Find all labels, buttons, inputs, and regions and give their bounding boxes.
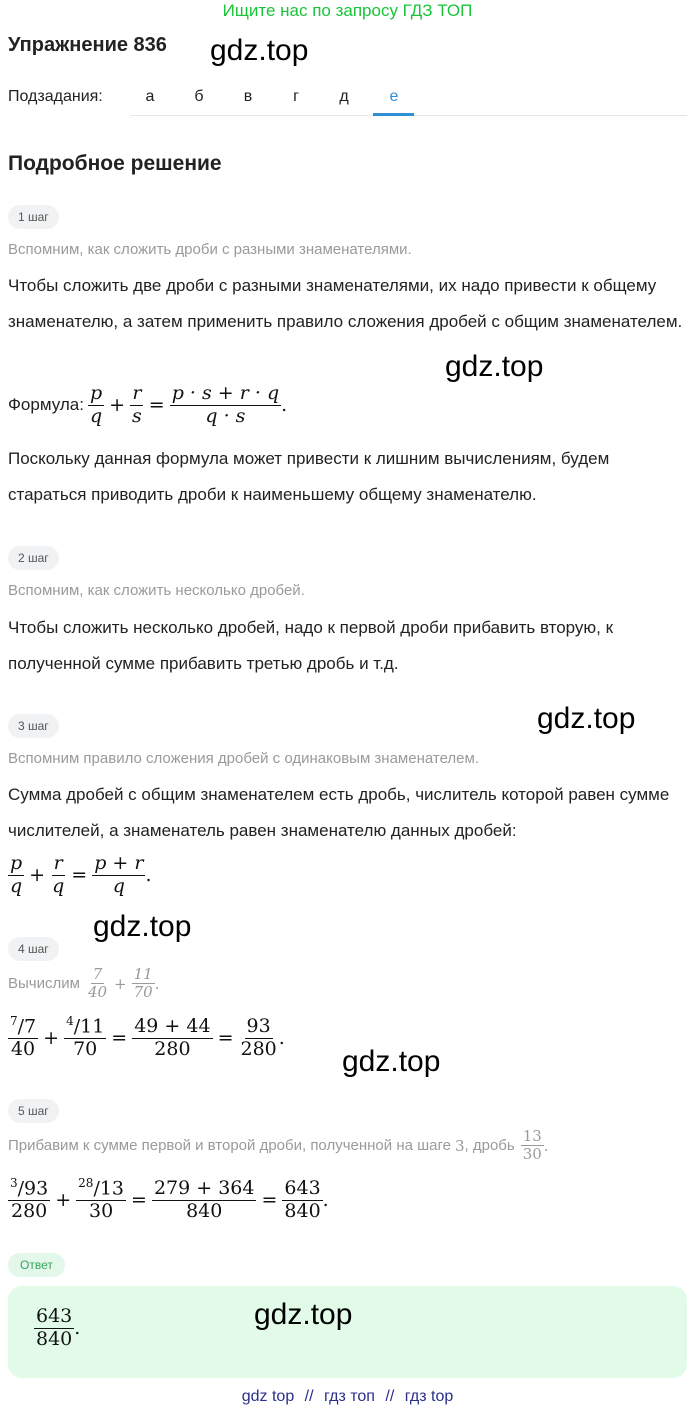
step-badge: 4 шаг — [8, 937, 59, 961]
fraction: $\frac{^7/7}{40}$ — [10, 1014, 37, 1061]
step-note: Вычислим $\frac{7}{40}$ + $\frac{11}{70}$ . — [8, 965, 160, 1002]
formula-row — [8, 383, 287, 428]
tab-d[interactable]: д — [339, 88, 349, 105]
solution-heading: Подробное решение — [8, 152, 222, 175]
fraction: $\frac{^3/93}{280}$ — [10, 1176, 49, 1223]
tab-g[interactable]: г — [293, 88, 299, 105]
fraction: $\frac{93}{280}$ — [240, 1014, 277, 1060]
footer-link[interactable]: gdz top — [241, 1388, 295, 1405]
page-title: Упражнение 836 — [8, 34, 167, 56]
step-note: Вспомним правило сложения дробей с одинаковым знаменателем. — [8, 750, 479, 767]
footer-link[interactable]: гдз топ — [324, 1388, 375, 1405]
fraction: $\frac{^{28}/13}{30}$ — [78, 1176, 125, 1223]
tab-a[interactable]: а — [145, 88, 155, 105]
footer-link[interactable]: гдз top — [404, 1388, 454, 1405]
fraction: $\frac{279 + 364}{840}$ — [153, 1176, 255, 1222]
step-text: Поскольку данная формула может привести к лишним вычислениям, будем стараться приводить дроби к наименьшему общему знаменателю. — [8, 449, 610, 504]
footer-separator: // — [304, 1388, 314, 1405]
step-note: Прибавим к сумме первой и второй дроби, полученной на шаге 3 , дробь $\frac{13}{30}$ . — [8, 1127, 549, 1164]
tab-b[interactable]: б — [194, 88, 204, 105]
watermark: gdz.top — [93, 910, 192, 943]
fraction: $\frac{643}{840}$ — [284, 1176, 321, 1222]
fraction: $\frac{p \cdot s + r \cdot q}{q \cdot s}$ — [171, 382, 280, 427]
watermark: gdz.top — [445, 350, 544, 383]
fraction: $\frac{r}{q}$ — [52, 852, 65, 897]
fraction: $\frac{49 + 44}{280}$ — [134, 1014, 211, 1060]
footer-links — [0, 1388, 695, 1406]
step-note: Вспомним, как сложить дроби с разными знаменателями. — [8, 241, 412, 258]
tab-e[interactable]: е — [389, 88, 399, 105]
watermark: gdz.top — [342, 1045, 441, 1078]
step-badge: 2 шаг — [8, 546, 59, 570]
step-note: Вспомним, как сложить несколько дробей. — [8, 582, 305, 599]
formula-same-denominator: $\frac{p}{q}$ + $\frac{r}{q}$ = $\frac{p + r}{q}$ . — [10, 852, 152, 897]
step-text: Сумма дробей с общим знаменателем есть дробь, числитель которой равен сумме числителей, а знаменатель равен знаменателю данных дробей: — [8, 785, 670, 840]
step-badge: 3 шаг — [8, 714, 59, 738]
answer-value: $\frac{643}{840}$ . — [36, 1305, 81, 1350]
step-text: Чтобы сложить две дроби с разными знаменателями, их надо привести к общему знаменателю, а затем применить правило сложения дробей с общим знаменателем. — [8, 276, 683, 331]
fraction: $\frac{643}{840}$ — [36, 1305, 73, 1350]
watermark: gdz.top — [254, 1298, 353, 1331]
fraction: $\frac{^4/11}{70}$ — [66, 1014, 105, 1061]
watermark: gdz.top — [537, 702, 636, 735]
fraction: $\frac{p}{q}$ — [10, 852, 23, 897]
formula-label: Формула: — [8, 395, 84, 415]
step-badge: 5 шаг — [8, 1099, 59, 1123]
fraction: $\frac{p}{q}$ — [89, 382, 103, 427]
step-5-calculation: $\frac{^3/93}{280}$ + $\frac{^{28}/13}{30}$ = $\frac{279 + 364}{840}$ = $\frac{643}{840}$ . — [10, 1176, 329, 1223]
active-tab-indicator — [373, 113, 414, 116]
formula-general: $\frac{p}{q}$ + $\frac{r}{s}$ = $\frac{p \cdot s + r \cdot q}{q \cdot s}$ . — [89, 382, 288, 427]
step-text: Чтобы сложить несколько дробей, надо к первой дроби прибавить вторую, к полученной сумме прибавить третью дробь и т.д. — [8, 618, 614, 673]
search-banner: Ищите нас по запросу ГДЗ ТОП — [222, 1, 473, 20]
step-badge: 1 шаг — [8, 205, 59, 229]
step-4-calculation: $\frac{^7/7}{40}$ + $\frac{^4/11}{70}$ = $\frac{49 + 44}{280}$ = $\frac{93}{280}$ . — [10, 1014, 285, 1061]
fraction: $\frac{p + r}{q}$ — [94, 852, 144, 897]
subtasks-label: Подзадания: — [8, 88, 103, 105]
footer-separator: // — [385, 1388, 395, 1405]
tab-v[interactable]: в — [243, 88, 253, 105]
watermark: gdz.top — [210, 34, 309, 67]
answer-badge: Ответ — [8, 1253, 65, 1277]
fraction: $\frac{r}{s}$ — [132, 382, 142, 427]
